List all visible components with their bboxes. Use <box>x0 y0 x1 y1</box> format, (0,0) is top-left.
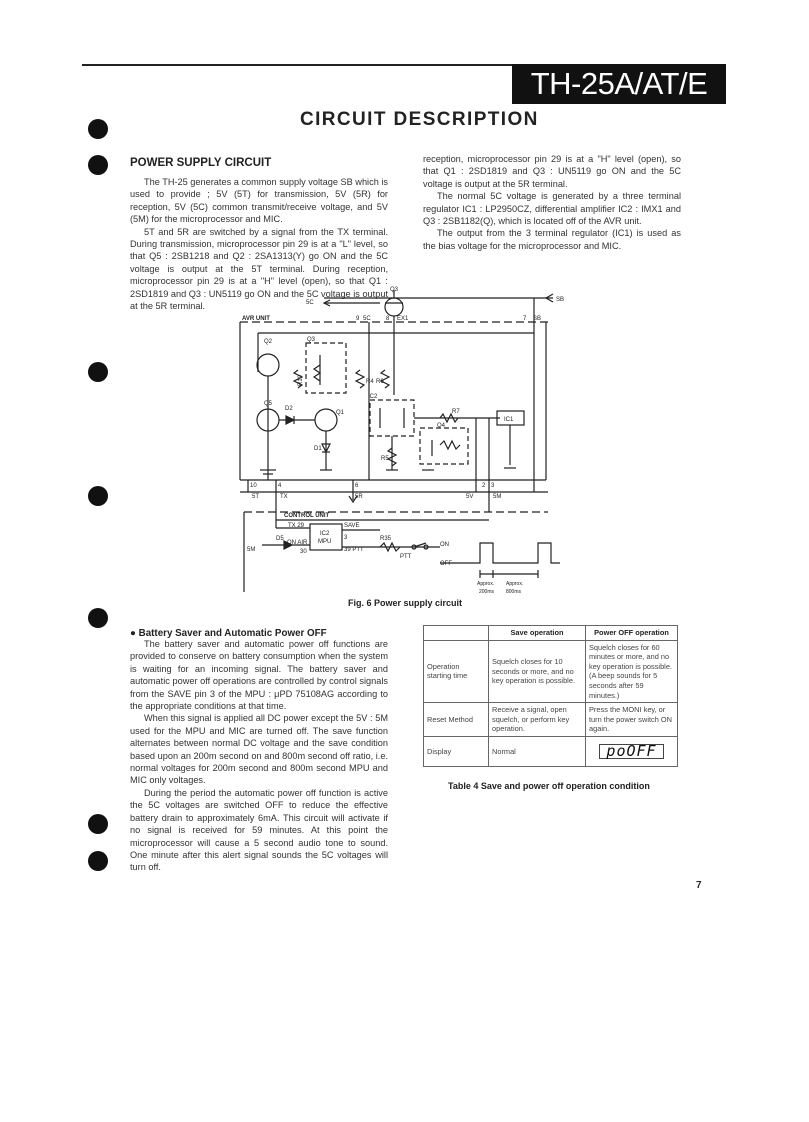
label: SB <box>556 297 565 303</box>
paragraph: During the period the automatic power off function is active the 5C voltages are switched OFF to reduce the effective battery drain to approximately 6mA. This circuit will activate if no signal is received for 59 minutes. At this point the microprocessor will cause a 5 second audio tone to sound. One minute after this alert signal sounds the 5C voltages will turn off. <box>130 787 388 873</box>
model-banner: TH-25A/AT/E <box>512 64 726 104</box>
label: Q4 <box>437 423 446 429</box>
punch-hole <box>88 814 108 834</box>
table-header-row <box>424 626 678 641</box>
table-header: Save operation <box>489 626 586 641</box>
punch-hole <box>88 851 108 871</box>
label: SAVE <box>344 523 360 529</box>
table-cell: Operation starting time <box>424 640 489 703</box>
table-4 <box>423 625 678 767</box>
label: Q5 <box>264 401 273 407</box>
label: 5T <box>252 494 260 500</box>
table-row <box>424 736 678 766</box>
label: R35 <box>380 536 392 542</box>
label: IC1 <box>504 417 514 423</box>
page-title: CIRCUIT DESCRIPTION <box>300 109 539 130</box>
table-header <box>424 626 489 641</box>
label: 200ms <box>479 589 495 595</box>
section-heading: ● Battery Saver and Automatic Power OFF <box>130 628 327 639</box>
battery-text <box>130 638 388 874</box>
label: OFF <box>440 561 452 567</box>
label: 2 <box>482 483 486 489</box>
label: 30 <box>300 549 307 555</box>
label: 4 <box>278 483 282 489</box>
paragraph: The battery saver and automatic power off functions are provided to conserve on battery consumption when the system is waiting for an incoming signal. The battery saver and automatic power off operations are controlled by control signals from the SAVE pin 3 of the MPU : μPD 75108AG according to the appropriate conditions at that time. <box>130 639 388 712</box>
label: 800ms <box>506 589 522 595</box>
label: D5 <box>276 536 284 542</box>
label: SB <box>533 316 542 322</box>
table-cell: Press the MONI key, or turn the power switch ON again. <box>586 703 678 737</box>
paragraph: 5T and 5R are switched by a signal from the TX terminal. During transmission, microprocessor pin 29 is at a "L" level, so that Q5 : 2SB1218 and Q2 : 2SA1313(Y) go ON and the 5C voltage is output at the 5T terminal. During reception, microprocessor pin 29 is at a "H" level (open), so that Q1 : 2SD1819 and Q3 : UN5119 go ON and the 5C voltage is output at the 5R terminal. <box>130 226 388 312</box>
paragraph: The normal 5C voltage is generated by a three terminal regulator IC1 : LP2950CZ, differential amplifier IC2 : IMX1 and Q3 : 2SB1182(Q), which is located off of the AVR unit. <box>423 191 681 227</box>
label: 5R <box>355 494 363 500</box>
label: ON <box>440 542 449 548</box>
table-cell: Squelch closes for 60 minutes or more, and no key operation is possible. (A beep sounds for 5 seconds after 59 minutes.) <box>586 640 678 703</box>
section-heading: POWER SUPPLY CIRCUIT <box>130 157 272 169</box>
table-cell: Reset Method <box>424 703 489 737</box>
label: Approx. <box>477 581 495 587</box>
paragraph: The TH-25 generates a common supply voltage SB which is used to provide ; 5V (5T) for transmission, 5V (5R) for reception, 5V (5C) common transmit/receive voltage, and 5V (5M) for the microprocessor and MIC. <box>130 177 388 225</box>
label: 5M <box>493 494 502 500</box>
label: TX 29 <box>288 523 305 529</box>
figure-caption: Fig. 6 Power supply circuit <box>348 598 463 608</box>
label: R7 <box>452 409 460 415</box>
label: R6 <box>376 379 384 385</box>
page-number: 7 <box>696 880 702 891</box>
label: Approx. <box>506 581 524 587</box>
label: 5M <box>247 547 256 553</box>
label: IC2 <box>368 394 378 400</box>
table-caption: Table 4 Save and power off operation condition <box>448 781 650 791</box>
label: R5 <box>381 456 389 462</box>
label: 6 <box>355 483 359 489</box>
label: Q3 <box>390 287 399 293</box>
label: CONTROL UNIT <box>284 513 330 519</box>
label: R4 <box>366 379 374 385</box>
label: 9 <box>356 316 360 322</box>
label: TX <box>280 494 288 500</box>
label: D2 <box>285 406 293 412</box>
label: 3 <box>491 483 495 489</box>
label: 7 <box>523 316 527 322</box>
label: MPU <box>318 539 332 545</box>
label: 3 <box>344 535 348 541</box>
paragraph-continued: reception, microprocessor pin 29 is at a "H" level (open), so that Q1 : 2SD1819 and Q3 : UN5119 go ON and the 5C voltage is output at the 5R terminal. <box>423 154 681 189</box>
label: IC2 <box>320 531 330 537</box>
label: R10 <box>298 374 304 386</box>
table-cell: Display <box>424 736 489 766</box>
label: D1 <box>314 446 322 452</box>
lcd-display: poOFF <box>599 744 663 760</box>
table-cell <box>586 736 678 766</box>
label: 8 <box>386 316 390 322</box>
label: Q3 <box>307 337 316 343</box>
table-cell: Squelch closes for 10 seconds or more, and no key operation is possible. <box>489 640 586 703</box>
label: ON AIR <box>287 540 308 546</box>
label: PTT <box>400 554 412 560</box>
label: 10 <box>250 483 257 489</box>
label: AVR UNIT <box>242 316 270 322</box>
table-header: Power OFF operation <box>586 626 678 641</box>
label: 5V <box>466 494 474 500</box>
label: EX1 <box>397 316 409 322</box>
table-cell: Receive a signal, open squelch, or perform key operation. <box>489 703 586 737</box>
paragraph: The output from the 3 terminal regulator (IC1) is used as the bias voltage for the microprocessor and MIC. <box>423 228 681 251</box>
table-row <box>424 640 678 703</box>
paragraph: When this signal is applied all DC power except the 5V : 5M used for the MPU and MIC are turned off. The save function alternates between normal DC voltage and the save condition based upon an 200m second on and 800m second off ratio, i.e. normal voltages for 200m second and 800m second MPU and MIC only voltages. <box>130 713 388 786</box>
label: Q2 <box>264 339 273 345</box>
label: Q1 <box>336 410 345 416</box>
label: 5C <box>306 300 314 306</box>
label: 5C <box>363 316 371 322</box>
label: 39 PTT <box>344 547 364 553</box>
table-cell: Normal <box>489 736 586 766</box>
table-row <box>424 703 678 737</box>
